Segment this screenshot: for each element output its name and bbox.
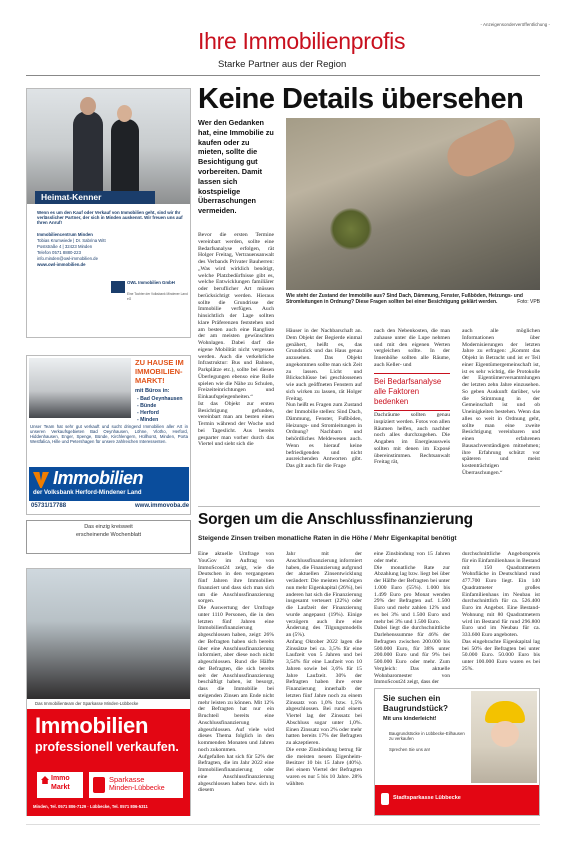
child-photo bbox=[471, 691, 537, 783]
hand-shape bbox=[441, 117, 521, 183]
ad2-brand-bar bbox=[29, 467, 189, 501]
article1-col2: Häuser in der Nachbarschaft an. Dem Objekt der Begierde einmal genähert, heißt es, das Grundstück und das Haus genau anzusehen. Das Objekt angekommen sollte man sich Zeit zu lassen. Licht und Blickschlüsse bei geschlossenen wie auch geöffneten Fenstern auf sich wirken zu lassen, rät Holger Freitag. Nun heißt es Fragen zum Zustand der Immobilie stellen: Sind Dach, Dämmung, Fenster, Fußböden, Heizungs- und Stromleitungen in Ordnung? Nachbarn und behördliches Meldewesen auch. Wenn es hierauf keine befriedigenden und nicht ausreichenden Antworten gibt. Das gilt auch für die Frage bbox=[286, 328, 362, 469]
ad2-offices-label: mit Büros in: bbox=[135, 388, 170, 394]
ad3-big1: Immobilien bbox=[35, 713, 149, 738]
ad-baugrundstueck[interactable] bbox=[374, 688, 540, 816]
sparkasse-s-icon bbox=[381, 793, 389, 805]
ad1-street: Poststraße 4 | 32423 Minden bbox=[37, 244, 93, 249]
ad1-phone: Telefon 0571 8880-223 bbox=[37, 250, 81, 255]
ad2-head1: ZU HAUSE IM bbox=[135, 358, 184, 367]
hardhat-icon bbox=[485, 701, 525, 723]
photo-caption-text: Wie steht der Zustand der Immobilie aus? Sind Dach, Dämmung, Fenster, Fußböden, Heizungs- und Stromleitungen in Ordnung? Diese Fragen sollten bei einer Besichtigung geklärt werden. bbox=[286, 293, 523, 306]
ad1-text: Wenn es um den Kauf oder Verkauf von Immobilien geht, sind wir Ihr verlässlicher Partner, der sich in Minden auskennt. Wir freuen uns auf Ihren Anruf! bbox=[37, 210, 183, 226]
header-kicker: - Anzeigensonderveröffentlichung - bbox=[480, 22, 550, 27]
team-photo bbox=[29, 358, 131, 418]
small-ad-subtitle: Mit uns kinderleicht! bbox=[383, 716, 437, 722]
immomarkt-logo bbox=[37, 772, 83, 798]
team-photo bbox=[27, 89, 190, 204]
article2-col3: eine Zinsbindung von 15 Jahren oder mehr. Die monatliche Rate zur Abzahlung lag bzw. liegt bei über der Hälfte der Befragten bei unter 1.000 Euro (55%). 1.000 bis 1.499 Euro pro Monat wenden 29% der Befragten auf. 1.500 Euro und mehr zahlen 12% und es bei 3% und 1.500 Euro und mehr bei 3% und 1.500 Euro. Dabei liegt die durchschnittliche Darlehenssumme für 46% der Befragten zwischen 200.000 bis 500.000 Euro, für 38% unter 200.000 Euro und für 9% bei 500.000 Euro oder mehr. Zum Vergleich: Das aktuelle Wohnbaromester von ImmoScout24 zeigt, dass der bbox=[374, 551, 450, 686]
ad2-web[interactable]: www.immovoba.de bbox=[135, 503, 190, 509]
article1-headline: Keine Details übersehen bbox=[198, 83, 524, 115]
pullquote: Bei Bedarfsanalyse alle Faktoren bedenken bbox=[374, 377, 442, 406]
sparkasse-logo bbox=[89, 772, 183, 798]
person-head bbox=[117, 105, 132, 122]
ad1-company: Immobiliencentrum Minden bbox=[37, 232, 93, 237]
child-face bbox=[491, 721, 519, 747]
office-item: - Minden bbox=[137, 417, 159, 423]
sparkasse-s-icon bbox=[93, 777, 105, 793]
office-item: - Bad Oeynhausen bbox=[137, 396, 183, 402]
ad-sparkasse-immobilien[interactable] bbox=[26, 568, 191, 816]
ad2-head3: MARKT! bbox=[135, 376, 165, 385]
ad1-web[interactable]: www.owl-immobilien.de bbox=[37, 262, 86, 267]
ad1-logo-text: OWL Immobilien GmbH bbox=[127, 280, 175, 285]
footer-rule bbox=[26, 824, 540, 825]
ad3-logo1a: Immo bbox=[51, 775, 70, 782]
photo-credit: Foto: VPB bbox=[517, 299, 540, 306]
article1-col1: Bevor die ersten Termine vereinbart werden, sollte eine Bedarfsanalyse erfolgen, rät Holger Freitag, Vertrauensanwalt des Verbands Privater Bauherren: „Was wird wirklich benötigt, welche Platzbedürfnisse gibt es, welche Entwicklungen familiärer oder beruflicher Art müssen berücksichtigt werden. Hieraus sollte die Grundrisse der Immobilie verfügen. Auch hinsichtlich der Lage sollten klare Präferenzen feststehen und am besten auch eine Rangliste der am meisten gewünschten Wohnlagen. Dabei darf die eigene Mobilität nicht vergessen werden. Auch die verkehrliche Infrastruktur: Bus und Bahnen, Parkplätze etc.), sollte bei diesen Überlegungen ebenso eine Rolle spielen wie die Nähe zu Schulen, Freizeiteinrichtungen und Einkaufsgelegenheiten.“ Ist das Objekt zur ersten Besichtigung gefunden, vereinbart man am besten einen Termin während der Woche und bei Tageslicht. Aus bereits gesparter man vorher durch das Viertel und sieht sich die bbox=[198, 232, 274, 448]
small-ad-title: Sie suchen ein Baugrundstück? bbox=[383, 694, 449, 713]
ad3-logo2b: Minden-Lübbecke bbox=[109, 785, 165, 792]
person-head bbox=[80, 97, 96, 115]
article2-col4: durchschnittliche Angebotspreis für ein Einfamilienhaus in Bestand mit 150 Quadratmetern Wohnfläche in Deutschland rund 477.700 Euro liegt. Ein 140 Quadratmeter großes Einfamilienhaus im Neubau ist durchschnittlich für ca. 526.400 Euro im Angebot. Eine Bestand-Wohnung mit 80 Quadratmetern wird im Bestand für rund 296.800 Euro und im Neubau für ca. 333.600 Euro angeboten. Das eingebrachte Eigenkapital lag bei 50% der Befragten bei unter 50.000 Euro. 50.000 Euro bis unter 100.000 Euro waren es bei 25%. bbox=[462, 551, 540, 672]
small-ad-footer-bar bbox=[375, 785, 539, 815]
plant-shape bbox=[330, 208, 372, 250]
ad2-text: Unser Team hat sehr gut verkauft und sucht dringend Immobilien aller Art in unseren Verkaufsgebieten Bad Oeynhausen, Löhne, Vlotho, Herford, Hiddenhausen, Enger, Spenge, Bünde, Kirchlengern, Hüllhorst, Minden, Porta Westfalica, Hille und Petershagen für unsere zahlreichen Interessenten. bbox=[30, 424, 188, 444]
ad3-logo2a: Sparkasse bbox=[109, 775, 145, 784]
article2-col2: Jahr mit der Anschlussfinanzierung informiert haben, die Finanzierung aufgrund der aktuellen Zinsentwicklung verändert: Die meisten benötigen nun mehr Eigenkapital (26%), bei anderen hat sich die Finanzierung insgesamt verteuert (22%) oder die Laufzeit der Finanzierung wurde angepasst (19%). Einige verzögern auch ihre eine Änderung des Tilgungsmodells an (5%). Anfang Oktober 2022 lagen die Zinssätze bei ca. 3,5% für eine Laufzeit von 5 Jahren und bei 3,54% für eine Laufzeit von 10 Jahren sowie bei 3,6% für 15 Jahre Laufzeit. 30% der Befragten haben ihre erste Finanzierung innerhalb der letzten fünf Jahre noch zu einem Zinssatz von 1,0% bzw. 1,5% abgeschlossen. Bei rund einem Viertel lag der Zinssatz bei Abschluss sogar unter 1,0%. Einen Zinssatz von 2% oder mehr hatten bereits 17% der Befragten zu akzeptieren. Die erste Zinsbindung betrug für die meisten neuen Eigenheim-Besitzer 10 bis 15 Jahre (40%). Bei einem Viertel der Befragten waren es nur 5 bis 10 Jahre. 28% wählten bbox=[286, 551, 362, 787]
small-ad-line2: Sprechen Sie uns an! bbox=[389, 747, 431, 752]
pullquote-box bbox=[374, 373, 450, 411]
ad2-head2: IMMOBILIEN- bbox=[135, 367, 183, 376]
article1-col4: auch alle möglichen Informationen über Modernisierungen der letzten Jahre zu erfragen: „Kommt das Objekt in Betracht und ist er Teil einer Eigentümergemeinschaft ist, ist es sehr wichtig, die Protokolle der Eigentümerversammlungen der letzten zehn Jahre einzusehen. So geben Auskunft darüber, wie die Stimmung in der Gemeinschaft ist und ob Uneinigkeiten bestehen. Wenn das alles so weit in Ordnung geht, sollte man eine zweite Besichtigung vereinbaren und einen erfahrenen Bausachverständigen mitnehmen; ihre Erfahrung schützt vor späteren und meist kostenträchtigen Überraschungen.“ bbox=[462, 328, 540, 476]
ad2-brand: Immobilien bbox=[53, 468, 144, 488]
notice-box bbox=[26, 520, 191, 554]
ad3-big2: professionell verkaufen. bbox=[35, 740, 179, 754]
ad2-phone[interactable]: 05731/17788 bbox=[31, 503, 67, 509]
ad-owl-immobilien[interactable] bbox=[26, 88, 191, 338]
header-rule bbox=[26, 75, 540, 76]
ad1-names: Tobias Krumwiede | Dr. Sabrina Witt bbox=[37, 238, 106, 243]
house-icon bbox=[41, 776, 49, 784]
ad3-logo1b: Markt bbox=[51, 784, 70, 791]
section-rule bbox=[198, 506, 540, 507]
article1-col3a: nach den Nebenkosten, die man zuhause unter die Lupe nehmen und mit den eigenen Werten vergleichen sollte. In der Innenhöhe sollten alle Räume, auch Keller- und bbox=[374, 328, 450, 368]
office-item: - Herford bbox=[137, 410, 159, 416]
office-item: - Bünde bbox=[137, 403, 157, 409]
page-title: Ihre Immobilienprofis bbox=[198, 28, 406, 54]
ad1-email[interactable]: info.minden@owl-immobilien.de bbox=[37, 256, 98, 261]
page-subtitle: Starke Partner aus der Region bbox=[218, 59, 347, 70]
notice-line1: Das einzig kreisweit bbox=[84, 524, 133, 530]
ad3-caption: Das Immobilienteam der Sparkasse Minden-Lübbecke bbox=[35, 701, 139, 706]
small-ad-footer: Stadtsparkasse Lübbecke bbox=[393, 795, 461, 801]
v-logo-icon bbox=[33, 472, 49, 488]
notice-line2: erscheinende Wochenblatt bbox=[75, 532, 142, 538]
article2-subhead: Steigende Zinsen treiben monatliche Raten in die Höhe / Mehr Eigenkapital benötigt bbox=[198, 535, 457, 542]
article1-photo bbox=[286, 118, 540, 290]
small-ad-line1: Baugrundstücke in Lübbecke-Eilhausen zu verkaufen bbox=[389, 731, 465, 742]
article1-col3b: Dachräume sollten genau inspiziert werden. Fotos von allen Räumen helfen, auch nachher noch alles durchzugehen. Die Angaben im Energieausweis sollten mit denen im Exposé übereinstimmen. Rechtsanwalt Freitag rät, bbox=[374, 412, 450, 466]
heimat-badge: Heimat-Kenner bbox=[35, 191, 155, 204]
photo-caption bbox=[286, 293, 540, 305]
ad3-red-panel bbox=[27, 709, 190, 816]
ad2-brand-sub: der Volksbank Herford-Mindener Land bbox=[33, 490, 142, 496]
owl-logo-icon bbox=[111, 281, 125, 293]
article1-lead: Wer den Gedanken hat, eine Immobilie zu kaufen oder zu mieten, sollte die Besichtigung gut vorbereiten. Damit lassen sich kostspielige Überraschungen vermeiden. bbox=[198, 118, 274, 216]
team-photo bbox=[27, 569, 190, 699]
article2-col1: Eine aktuelle Umfrage von YouGov im Auftrag von ImmoScout24 zeigt, wie die Deutschen in den vergangenen fünf Jahren ihre Immobilien finanziert und dass sich man sich um die Anschlussfinanzierung sorgen. Die Auswertung der Umfrage unter 1110 Personen, die in den letzten fünf Jahren eine Immobilienfinanzierung abgeschlossen haben, zeigt: 26% der Befragten haben sich bereits über eine Anschlussfinanzierung informiert, aber diese noch nicht abgeschlossen. Rund die Hälfte der Befragten, die sich bereits seit der Anschlussfinanzierung beschäftigt haben, ist besorgt, dass die Immobilie bei steigenden Zinsen am Ende nicht mehr leisten zu können. Mit 12% der Befragten hat nur ein Bruchteil bereits eine Anschlussfinanzierung abgeschlossen. Auf viele wird dieses Thema folglich in den kommenden Monaten und Jahren noch zukommen. Aufgefallen hat sich für 52% der Befragten, die im Jahr 2022 eine Immobilienfinanzierung oder eine Anschlussfinanzierung abgeschlossen haben bzw. sich in diesem bbox=[198, 551, 274, 794]
ad3-contacts[interactable]: Minden, Tel. 0571 806-7129 · Lübbecke, Tel. 0571 806-5311 bbox=[33, 804, 148, 809]
ad1-logo-sub: Eine Tochter der Volksbank Mindener Land eG bbox=[127, 292, 188, 302]
article2-headline: Sorgen um die Anschlussfinanzierung bbox=[198, 511, 473, 528]
ad-volksbank-immobilien[interactable] bbox=[26, 355, 191, 515]
